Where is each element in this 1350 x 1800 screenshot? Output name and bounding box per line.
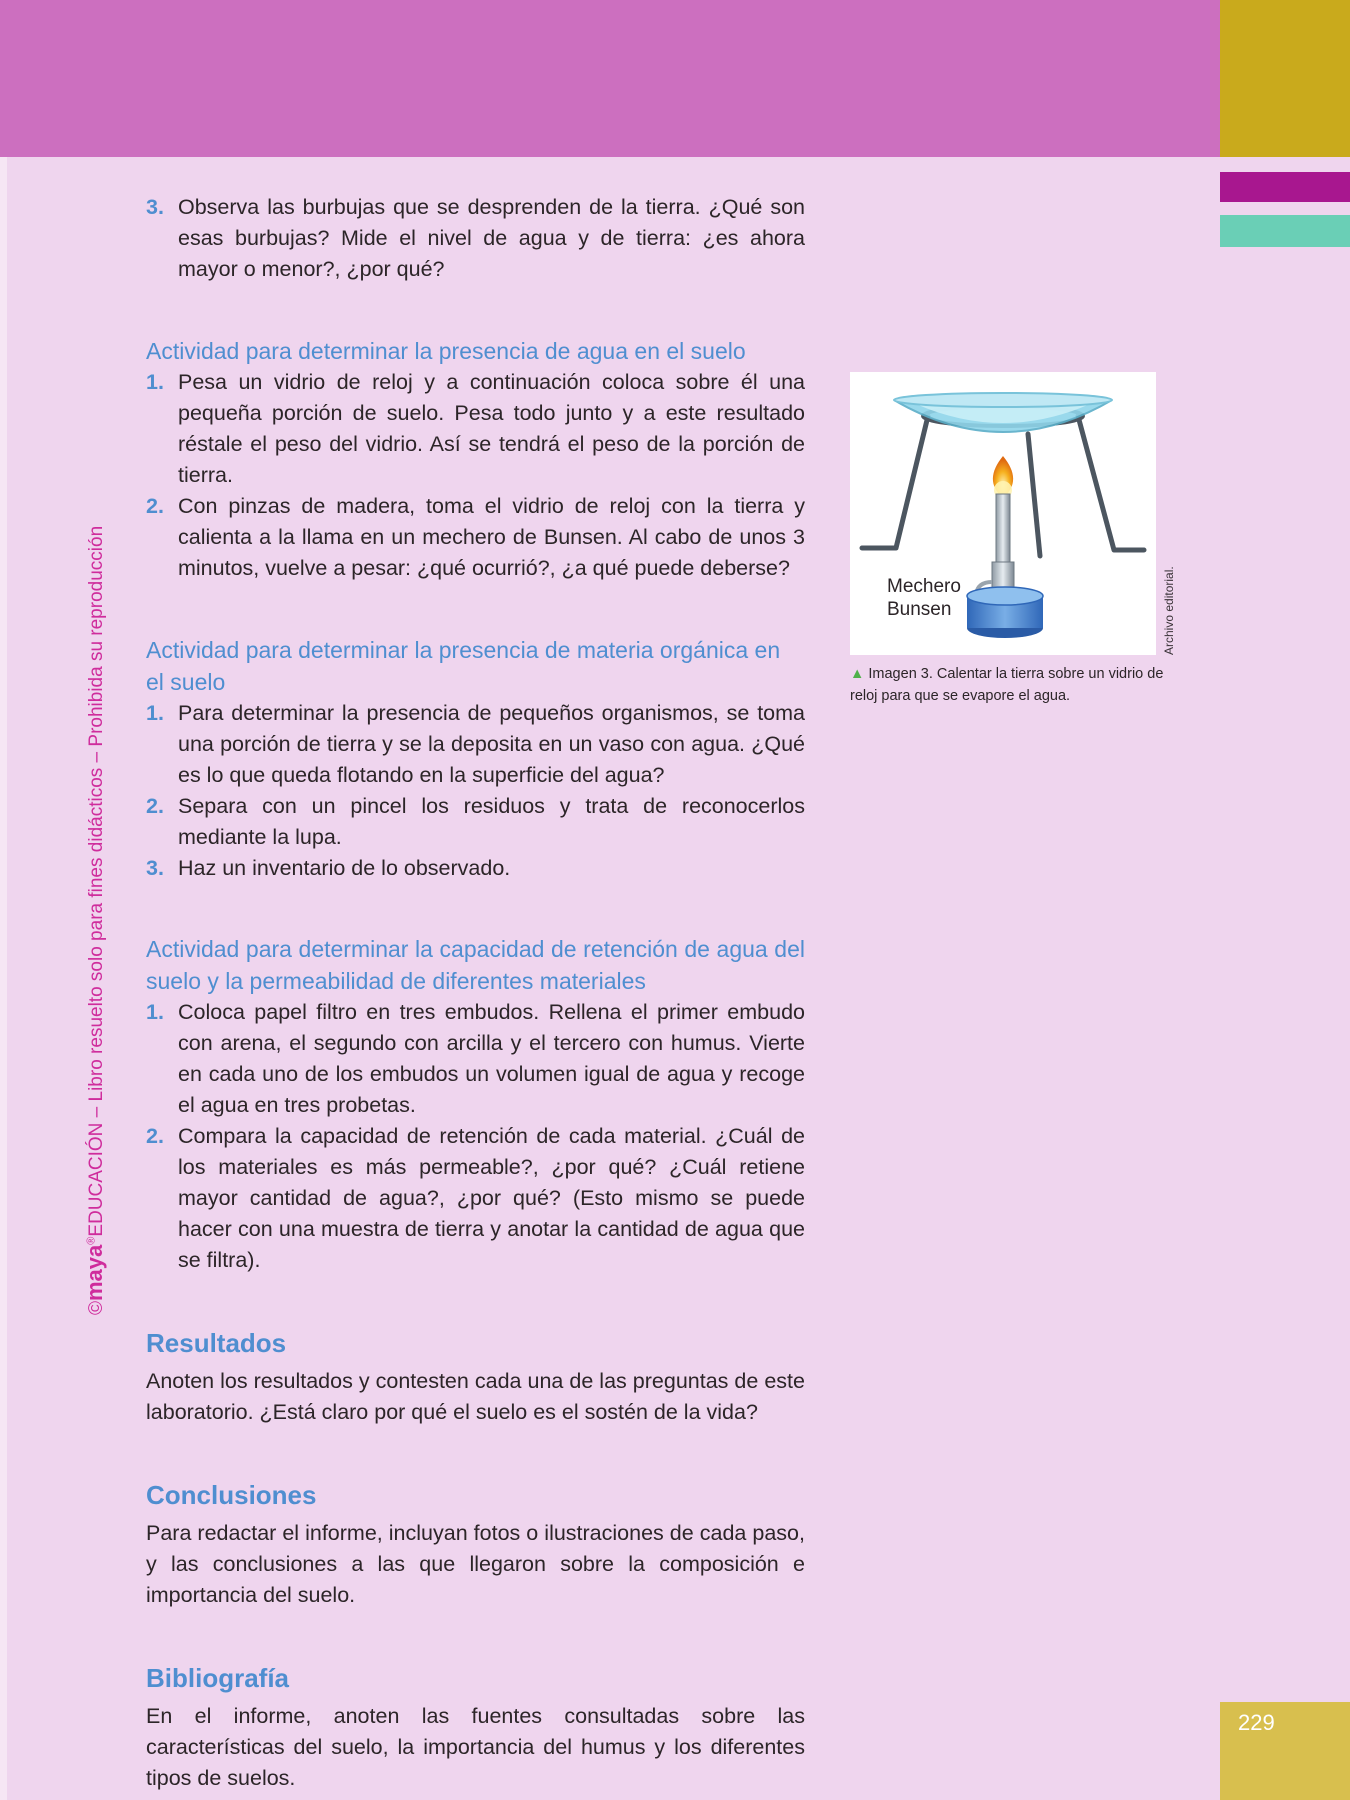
- item-text: Haz un inventario de lo observado.: [178, 856, 511, 880]
- conclusions-heading: Conclusiones: [146, 1480, 317, 1510]
- magenta-tab-strip: [1220, 172, 1350, 202]
- figure-label-line1: Mechero: [887, 576, 961, 597]
- bunsen-burner-figure: [850, 372, 1156, 655]
- registered-mark: ®: [85, 1236, 98, 1245]
- item-text: Con pinzas de madera, toma el vidrio de reloj con la tierra y calienta a la llama en un mechero de Bunsen. Al cabo de unos 3 minutos, vuelve a pesar: ¿qué ocurrió?, ¿a qué puede deberse?: [178, 494, 805, 580]
- item-text: Coloca papel filtro en tres embudos. Rellena el primer embudo con arena, el segundo con arcilla y el tercero con humus. Vierte en cada uno de los embudos un volumen igual de agua y recoge el agua en tres probetas.: [178, 1000, 805, 1117]
- right-margin-column: [1220, 157, 1350, 1702]
- caption-text: Imagen 3. Calentar la tierra sobre un vidrio de reloj para que se evapore el agua.: [850, 666, 1164, 704]
- figure-caption: [850, 663, 1170, 707]
- copyright-watermark: [82, 526, 108, 1315]
- corner-gold-block: [1220, 0, 1350, 157]
- figure-label: [887, 575, 961, 621]
- list-item: [146, 791, 805, 853]
- list-item: [146, 698, 805, 791]
- watermark-text: EDUCACIÓN – Libro resuelto solo para fines didácticos – Prohibida su reproducción: [86, 525, 107, 1237]
- item-number: 2.: [146, 494, 164, 518]
- item-number: 3.: [146, 856, 164, 880]
- item-number: 1.: [146, 1000, 164, 1024]
- teal-tab-strip: [1220, 215, 1350, 247]
- copyright-symbol: ©: [86, 1301, 107, 1315]
- activity-organic-title: Actividad para determinar la presencia de materia orgánica en el suelo: [146, 637, 781, 695]
- bibliography-heading: Bibliografía: [146, 1663, 290, 1693]
- item-number: 3.: [146, 195, 164, 219]
- conclusions-text: Para redactar el informe, incluyan fotos o ilustraciones de cada paso, y las conclusiones a las que llegaron sobre la composición e importancia del suelo.: [146, 1521, 805, 1607]
- item-number: 2.: [146, 1124, 164, 1148]
- item-text: Compara la capacidad de retención de cada material. ¿Cuál de los materiales es más permeable?, ¿por qué? ¿Cuál retiene mayor cantidad de agua?, ¿por qué? (Esto mismo se puede hacer con una muestra de tierra y anotar la cantidad de agua que se filtra).: [178, 1124, 805, 1272]
- page-number: 229: [1238, 1710, 1275, 1735]
- left-page-edge: [0, 157, 7, 1800]
- brand-logo-text: maya: [82, 1244, 107, 1301]
- list-item: [146, 1121, 805, 1276]
- activity-water-title: Actividad para determinar la presencia de agua en el suelo: [146, 338, 746, 364]
- bibliography-text: En el informe, anoten las fuentes consultadas sobre las características del suelo, la importancia del humus y los diferentes tipos de suelos.: [146, 1704, 805, 1790]
- item-number: 2.: [146, 794, 164, 818]
- item-text: Para determinar la presencia de pequeños organismos, se toma una porción de tierra y se la deposita en un vaso con agua. ¿Qué es lo que queda flotando en la superficie del agua?: [178, 701, 805, 787]
- list-item: [146, 997, 805, 1121]
- item-number: 1.: [146, 701, 164, 725]
- top-color-band: [0, 0, 1220, 157]
- image-credit: Archivo editorial.: [1162, 566, 1176, 655]
- results-text: Anoten los resultados y contesten cada una de las preguntas de este laboratorio. ¿Está claro por qué el suelo es el sostén de la vida?: [146, 1369, 805, 1424]
- figure-label-line2: Bunsen: [887, 599, 952, 620]
- item-number: 1.: [146, 370, 164, 394]
- list-item: [146, 367, 805, 491]
- results-heading: Resultados: [146, 1328, 287, 1358]
- list-item: [146, 853, 805, 884]
- main-content: [146, 192, 805, 1794]
- item-text: Observa las burbujas que se desprenden de la tierra. ¿Qué son esas burbujas? Mide el nivel de agua y de tierra: ¿es ahora mayor o menor?, ¿por qué?: [178, 195, 805, 281]
- caption-triangle-icon: ▲: [850, 666, 865, 682]
- item-text: Separa con un pincel los residuos y trata de reconocerlos mediante la lupa.: [178, 794, 805, 849]
- item-text: Pesa un vidrio de reloj y a continuación coloca sobre él una pequeña porción de suelo. Pesa todo junto y a este resultado réstale el peso del vidrio. Así se tendrá el peso de la porción de tierra.: [178, 370, 805, 487]
- list-item: [146, 192, 805, 285]
- list-item: [146, 491, 805, 584]
- activity-retention-title: Actividad para determinar la capacidad de retención de agua del suelo y la permeabilidad de diferentes materiales: [146, 936, 805, 994]
